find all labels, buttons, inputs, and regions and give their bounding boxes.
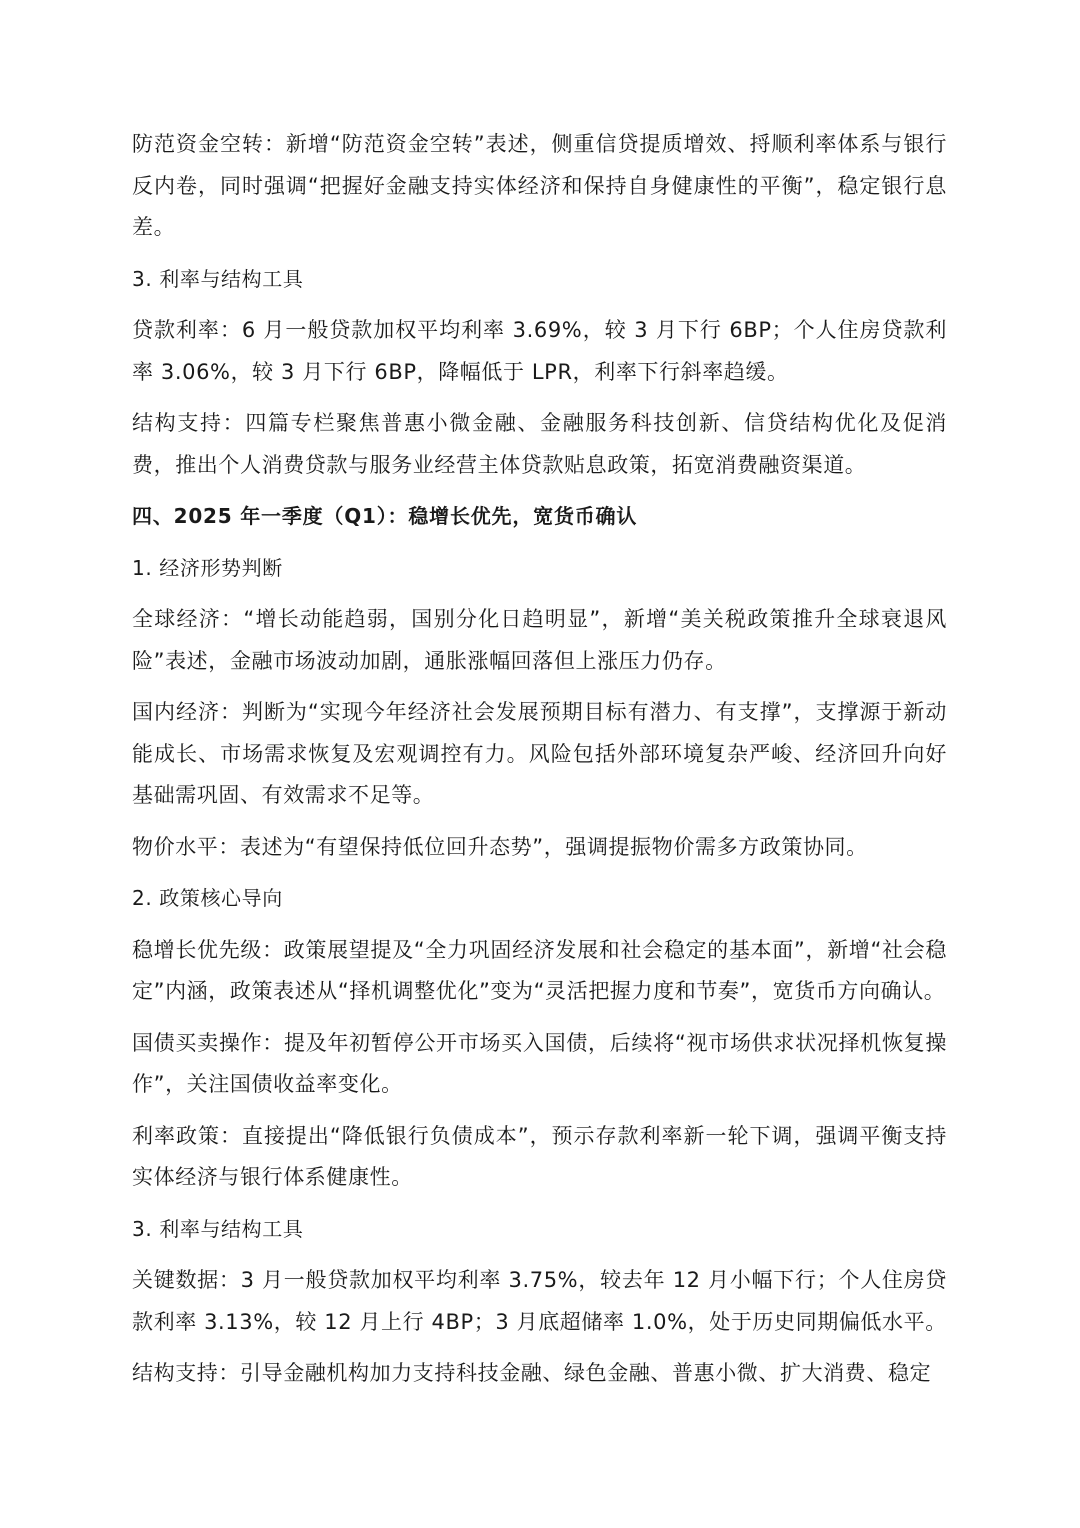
paragraph-structural-support-2: 结构支持：引导金融机构加力支持科技金融、绿色金融、普惠小微、扩大消费、稳定 <box>132 1361 932 1385</box>
paragraph-interest-rate-policy: 利率政策：直接提出“降低银行负债成本”，预示存款利率新一轮下调，强调平衡支持实体经济与银行体系健康性。 <box>132 1123 947 1189</box>
paragraph-global-economy: 全球经济：“增长动能趋弱，国别分化日趋明显”，新增“美关税政策推升全球衰退风险”表述，金融市场波动加剧，通胀涨幅回落但上涨压力仍存。 <box>132 607 947 673</box>
paragraph-price-level: 物价水平：表述为“有望保持低位回升态势”，强调提振物价需多方政策协同。 <box>132 834 868 859</box>
subheading-rates-and-structural-tools: 3. 利率与结构工具 <box>132 266 304 291</box>
section-heading-2025-q1: 四、2025 年一季度（Q1）：稳增长优先，宽货币确认 <box>132 504 638 528</box>
paragraph-key-data: 关键数据：3 月一般贷款加权平均利率 3.75%，较去年 12 月小幅下行；个人住房贷款利率 3.13%，较 12 月上行 4BP；3 月底超储率 1.0%，处于历史同期偏低水平。 <box>132 1268 947 1334</box>
subheading-policy-orientation: 2. 政策核心导向 <box>132 886 283 910</box>
document-page <box>132 124 947 1405</box>
paragraph-prevent-idle-funds: 防范资金空转：新增“防范资金空转”表述，侧重信贷提质增效、捋顺利率体系与银行反内卷，同时强调“把握好金融支持实体经济和保持自身健康性的平衡”，稳定银行息差。 <box>132 132 947 239</box>
paragraph-structural-support: 结构支持：四篇专栏聚焦普惠小微金融、金融服务科技创新、信贷结构优化及促消费，推出个人消费贷款与服务业经营主体贷款贴息政策，拓宽消费融资渠道。 <box>132 411 947 477</box>
paragraph-treasury-trading: 国债买卖操作：提及年初暂停公开市场买入国债，后续将“视市场供求状况择机恢复操作”，关注国债收益率变化。 <box>132 1030 947 1096</box>
paragraph-loan-rates: 贷款利率：6 月一般贷款加权平均利率 3.69%，较 3 月下行 6BP；个人住房贷款利率 3.06%，较 3 月下行 6BP，降幅低于 LPR，利率下行斜率趋缓。 <box>132 318 947 384</box>
paragraph-domestic-economy: 国内经济：判断为“实现今年经济社会发展预期目标有潜力、有支撑”，支撑源于新动能成长、市场需求恢复及宏观调控有力。风险包括外部环境复杂严峻、经济回升向好基础需巩固、有效需求不足等。 <box>132 700 947 807</box>
subheading-economic-situation: 1. 经济形势判断 <box>132 555 283 580</box>
subheading-rates-and-structural-tools-2: 3. 利率与结构工具 <box>132 1216 304 1241</box>
paragraph-growth-priority: 稳增长优先级：政策展望提及“全力巩固经济发展和社会稳定的基本面”，新增“社会稳定”内涵，政策表述从“择机调整优化”变为“灵活把握力度和节奏”，宽货币方向确认。 <box>132 937 947 1003</box>
